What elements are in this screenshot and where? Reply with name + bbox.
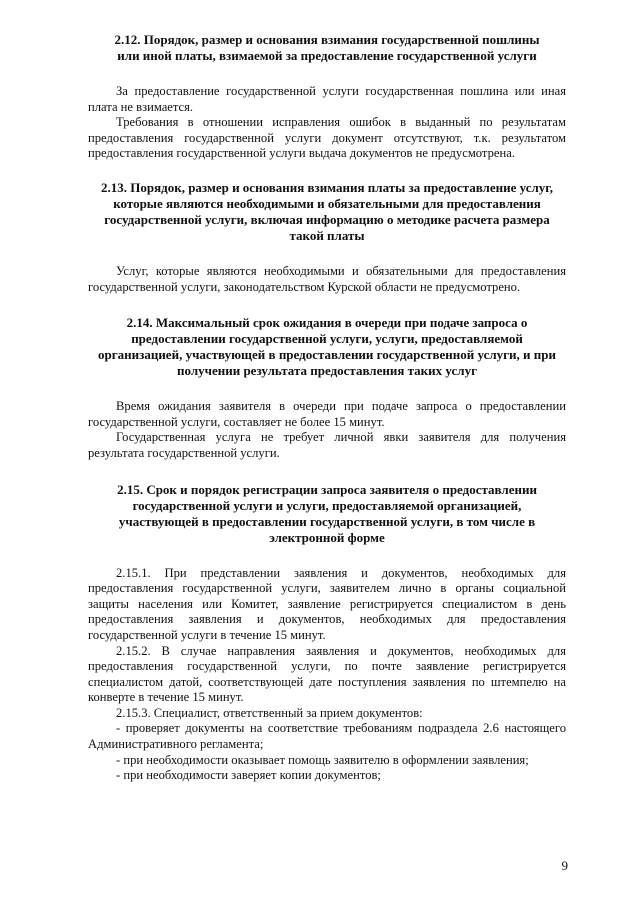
section-heading: 2.13. Порядок, размер и основания взимания платы за предоставление услуг, которые являются необходимыми и обязательными для предоставления государственной услуги, включая информацию о методике расчета размера такой платы xyxy=(101,179,553,243)
paragraph: Услуг, которые являются необходимыми и обязательными для предоставления государственной услуги, законодательством Курской области не предусмотрено. xyxy=(88,263,566,294)
page-number: 9 xyxy=(561,858,568,873)
section-heading: 2.12. Порядок, размер и основания взимания государственной пошлины или иной платы, взимаемой за предоставление государственной услуги xyxy=(114,32,540,63)
section-2-13 xyxy=(88,180,566,295)
section-2-15 xyxy=(88,482,566,784)
list-item: - при необходимости оказывает помощь заявителю в оформлении заявления; xyxy=(116,752,529,767)
paragraph: Требования в отношении исправления ошибок в выданный по результатам предоставления государственной услуги документ отсутствуют, т.к. результатом предоставления государственной услуги выдача документов не предусмотрена. xyxy=(88,115,566,161)
paragraph: 2.15.3. Специалист, ответственный за прием документов: xyxy=(116,705,423,720)
document-page xyxy=(88,32,566,800)
section-2-12 xyxy=(88,32,566,162)
section-heading: 2.15. Срок и порядок регистрации запроса заявителя о предоставлении государственной услуги и услуги, предоставляемой организацией, участвующей в предоставлении государственной услуги, в том числе в электронной форме xyxy=(117,481,537,545)
list-item: - проверяет документы на соответствие требованиям подраздела 2.6 настоящего Административного регламента; xyxy=(88,721,566,752)
paragraph: Государственная услуга не требует личной явки заявителя для получения результата государственной услуги. xyxy=(88,430,566,460)
section-2-14 xyxy=(88,315,566,461)
paragraph: 2.15.1. При представлении заявления и документов, необходимых для предоставления государственной услуги, заявителем лично в органы социальной защиты населения или Комитет, заявление регистрируется специалистом в день предоставления заявления и документов, необходимых для предоставления государственной услуги в течение 15 минут. xyxy=(88,565,566,642)
paragraph: Время ожидания заявителя в очереди при подаче запроса о предоставлении государственной услуги, составляет не более 15 минут. xyxy=(88,399,566,429)
list-item: - при необходимости заверяет копии документов; xyxy=(116,768,381,783)
paragraph: 2.15.2. В случае направления заявления и документов, необходимых для предоставления государственной услуги, по почте заявление регистрируется специалистом датой, соответствующей дате поступления заявления по штемпелю на конверте в течение 15 минут. xyxy=(88,643,566,705)
section-heading: 2.14. Максимальный срок ожидания в очереди при подаче запроса о предоставлении государственной услуги, услуги, предоставляемой организацией, участвующей в предоставлении государственной услуги, и при получении результата предоставления таких услуг xyxy=(97,315,556,379)
paragraph: За предоставление государственной услуги государственная пошлина или иная плата не взимается. xyxy=(88,84,566,114)
